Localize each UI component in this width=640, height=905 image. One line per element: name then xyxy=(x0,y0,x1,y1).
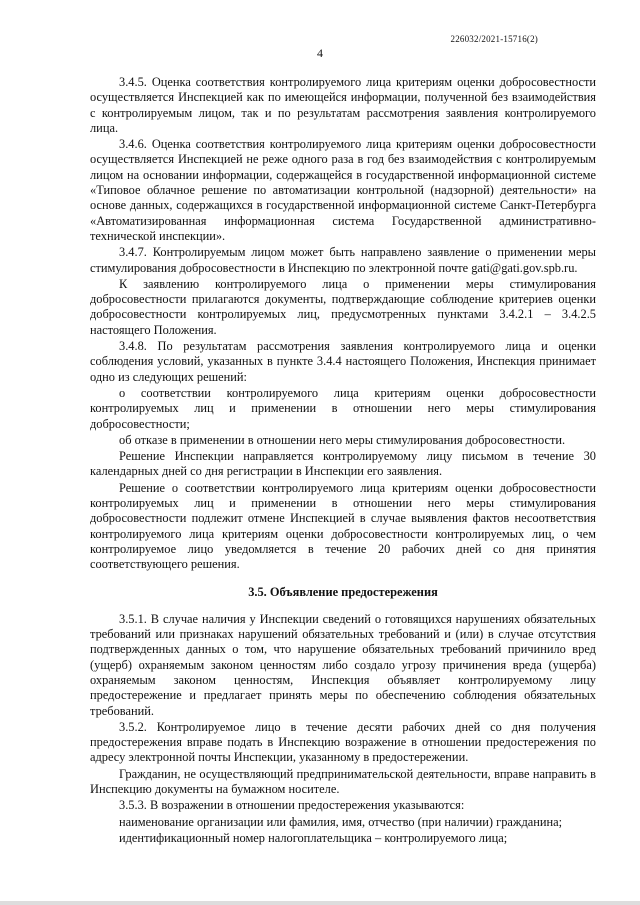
objection-item-name: наименование организации или фамилия, имя, отчество (при наличии) гражданина; xyxy=(119,814,563,829)
section-heading: 3.5. Объявление предостережения xyxy=(248,584,438,599)
paragraph-application-attachments: К заявлению контролируемого лица о применении меры стимулирования добросовестности прилагаются документы, подтверждающие соблюдение критериев оценки добросовестности контролируемых лиц, предусмотренных пунктами 3.4.2.1 – 3.4.2.5 настоящего Положения. xyxy=(90,276,596,337)
decision-option-compliance: о соответствии контролируемого лица критериям оценки добросовестности контролируемых лиц и применении в отношении него меры стимулирования добросовестности; xyxy=(90,385,596,431)
paragraph-3-4-8: 3.4.8. По результатам рассмотрения заявления контролируемого лица и оценки соблюдения условий, указанных в пункте 3.4.4 настоящего Положения, Инспекция принимает одно из следующих решений: xyxy=(90,339,596,384)
paragraph-3-4-5: 3.4.5. Оценка соответствия контролируемого лица критериям оценки добросовестности осуществляется Инспекцией как по имеющейся информации, полученной без взаимодействия с контролируемым лицом, так и по результатам рассмотрения заявления контролируемого лица. xyxy=(90,75,596,135)
paragraph-decision-notice: Решение Инспекции направляется контролируемому лицу письмом в течение 30 календарных дней со дня регистрации в Инспекции его заявления. xyxy=(90,449,596,479)
paragraph-decision-cancellation: Решение о соответствии контролируемого лица критериям оценки добросовестности контролируемых лиц и применении в отношении него меры стимулирования добросовестности подлежит отмене Инспекцией в случае выявления фактов несоответствия контролируемого лица критериям оценки добросовестности контролируемых лиц, о чем контролируемое лицо уведомляется в течение 20 рабочих дней со дня принятия соответствующего решения. xyxy=(90,480,596,572)
document-number: 226032/2021-15716(2) xyxy=(450,34,538,44)
paragraph-citizen-paper: Гражданин, не осуществляющий предпринимательской деятельности, вправе направить в Инспекцию документы на бумажном носителе. xyxy=(90,766,596,797)
page-number: 4 xyxy=(317,46,323,60)
objection-item-inn: идентификационный номер налогоплательщика – контролируемого лица; xyxy=(119,830,508,845)
paragraph-3-4-7: 3.4.7. Контролируемым лицом может быть направлено заявление о применении меры стимулирования добросовестности в Инспекцию по электронной почте gati@gati.gov.spb.ru. xyxy=(90,245,596,275)
scan-bottom-edge xyxy=(0,901,640,905)
paragraph-3-5-3: 3.5.3. В возражении в отношении предостережения указываются: xyxy=(119,798,465,813)
document-body xyxy=(90,75,596,847)
paragraph-3-5-2: 3.5.2. Контролируемое лицо в течение десяти рабочих дней со дня получения предостережения вправе подать в Инспекцию возражение в отношении предостережения по адресу электронной почты Инспекции, указанному в предостережении. xyxy=(90,719,596,765)
paragraph-3-5-1: 3.5.1. В случае наличия у Инспекции сведений о готовящихся нарушениях обязательных требований или признаках нарушений обязательных требований и (или) в случае отсутствия подтвержденных данных о том, что нарушение обязательных требований причинило вред (ущерб) охраняемым законом ценностям либо создало угрозу причинения вреда (ущерба) охраняемым законом ценностям, Инспекция объявляет контролируемому лицу предостережение и предлагает принять меры по обеспечению соблюдения обязательных требований. xyxy=(90,611,596,718)
paragraph-3-4-6: 3.4.6. Оценка соответствия контролируемого лица критериям оценки добросовестности осуществляется Инспекцией не реже одного раза в год без взаимодействия с контролируемым лицом на основании информации, содержащейся в государственной информационной системе «Типовое облачное решение по автоматизации контрольной (надзорной) деятельности» на основе данных, содержащихся в государственной информационной системе Санкт-Петербурга «Автоматизированная информационная система Государственной административно-технической инспекции». xyxy=(90,137,596,243)
decision-option-refusal: об отказе в применении в отношении него меры стимулирования добросовестности. xyxy=(119,432,566,447)
